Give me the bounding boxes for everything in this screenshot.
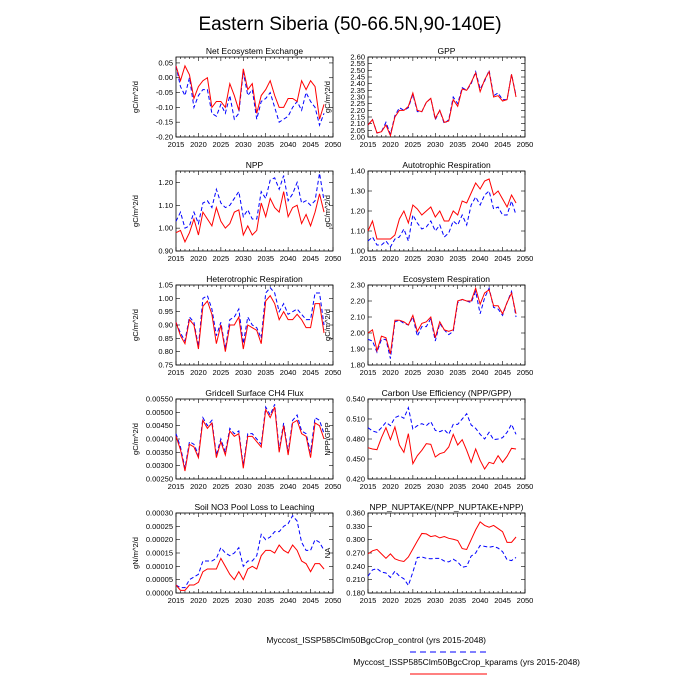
x-tick-label: 2040 xyxy=(279,140,297,149)
plot-frame xyxy=(368,57,525,137)
y-tick-label: -0.15 xyxy=(155,117,173,127)
x-tick-label: 2035 xyxy=(257,254,275,263)
x-tick-label: 2030 xyxy=(426,368,444,377)
x-tick-label: 2050 xyxy=(516,140,534,149)
series-line-kparams xyxy=(176,545,324,590)
y-tick-label: 2.60 xyxy=(350,52,365,62)
y-tick-label: 2.30 xyxy=(350,280,365,290)
series-line-kparams xyxy=(368,72,516,136)
x-tick-label: 2030 xyxy=(234,596,252,605)
panel-3 xyxy=(131,160,341,263)
y-tick-label: 0.300 xyxy=(346,535,365,545)
series-line-kparams xyxy=(368,179,516,239)
y-tick-label: 0.00550 xyxy=(145,394,173,404)
y-tick-label: 0.420 xyxy=(346,474,365,484)
y-tick-label: 1.20 xyxy=(350,206,365,216)
y-tick-label: 0.80 xyxy=(158,347,173,357)
x-tick-label: 2020 xyxy=(382,482,399,491)
x-tick-label: 2015 xyxy=(167,368,185,377)
panel-title: Ecosystem Respiration xyxy=(403,274,490,284)
y-tick-label: 0.00010 xyxy=(145,561,173,571)
x-tick-label: 2040 xyxy=(279,254,297,263)
y-tick-label: 2.10 xyxy=(350,119,365,129)
x-tick-label: 2045 xyxy=(494,596,511,605)
x-tick-label: 2020 xyxy=(190,140,207,149)
x-tick-label: 2030 xyxy=(426,482,444,491)
y-tick-label: 0.90 xyxy=(158,320,173,330)
plot-frame xyxy=(368,513,525,593)
panel-title: NPP_NUPTAKE/(NPP_NUPTAKE+NPP) xyxy=(369,502,524,512)
y-tick-label: 0.270 xyxy=(346,548,365,558)
x-tick-label: 2020 xyxy=(190,368,207,377)
panel-5 xyxy=(131,274,341,377)
x-tick-label: 2020 xyxy=(382,254,399,263)
y-tick-label: 2.30 xyxy=(350,92,365,102)
x-tick-label: 2050 xyxy=(324,254,342,263)
plot-frame xyxy=(368,399,525,479)
x-tick-label: 2045 xyxy=(494,482,511,491)
plot-frame xyxy=(368,171,525,251)
x-tick-label: 2015 xyxy=(167,596,185,605)
panel-7 xyxy=(131,388,341,491)
x-tick-label: 2050 xyxy=(324,596,342,605)
x-tick-label: 2015 xyxy=(359,482,377,491)
x-tick-label: 2040 xyxy=(471,368,489,377)
x-tick-label: 2040 xyxy=(279,482,297,491)
x-tick-label: 2035 xyxy=(257,596,275,605)
x-tick-label: 2050 xyxy=(324,482,342,491)
y-tick-label: 0.00 xyxy=(158,73,173,83)
series-line-control xyxy=(368,70,516,134)
x-tick-label: 2045 xyxy=(302,482,319,491)
x-tick-label: 2020 xyxy=(382,140,399,149)
plot-frame xyxy=(176,285,333,365)
y-tick-label: 1.05 xyxy=(158,280,173,290)
x-tick-label: 2050 xyxy=(516,596,534,605)
panel-10 xyxy=(323,502,533,605)
y-tick-label: 0.00025 xyxy=(145,521,173,531)
x-tick-label: 2035 xyxy=(449,254,467,263)
x-tick-label: 2030 xyxy=(234,254,252,263)
x-tick-label: 2030 xyxy=(234,482,252,491)
series-line-control xyxy=(176,516,324,588)
x-tick-label: 2015 xyxy=(359,140,377,149)
panel-title: Gridcell Surface CH4 Flux xyxy=(205,388,304,398)
plot-frame xyxy=(176,513,333,593)
x-tick-label: 2025 xyxy=(404,482,422,491)
x-tick-label: 2045 xyxy=(302,140,319,149)
y-tick-label: 0.00300 xyxy=(145,461,173,471)
y-tick-label: 2.15 xyxy=(350,112,365,122)
panel-6 xyxy=(323,274,533,377)
x-tick-label: 2040 xyxy=(279,368,297,377)
series-line-control xyxy=(368,545,516,585)
x-tick-label: 2015 xyxy=(359,254,377,263)
x-tick-label: 2035 xyxy=(257,368,275,377)
x-tick-label: 2045 xyxy=(302,368,319,377)
y-tick-label: 2.55 xyxy=(350,59,365,69)
series-line-control xyxy=(368,288,516,358)
x-tick-label: 2025 xyxy=(404,596,422,605)
x-tick-label: 2025 xyxy=(212,368,230,377)
y-tick-label: -0.10 xyxy=(155,102,173,112)
y-tick-label: 2.05 xyxy=(350,125,365,135)
y-tick-label: -0.05 xyxy=(155,88,173,98)
y-tick-label: 1.80 xyxy=(350,360,365,370)
y-tick-label: 0.00000 xyxy=(145,588,173,598)
y-tick-label: 0.540 xyxy=(346,394,365,404)
y-tick-label: 0.330 xyxy=(346,521,365,531)
x-tick-label: 2040 xyxy=(471,254,489,263)
x-tick-label: 2035 xyxy=(449,140,467,149)
x-tick-label: 2045 xyxy=(494,254,511,263)
y-axis-label: gC/m^2/d xyxy=(323,309,332,341)
series-line-kparams xyxy=(176,407,324,471)
y-axis-label: NA xyxy=(323,547,332,559)
panel-1 xyxy=(131,46,341,149)
x-tick-label: 2025 xyxy=(212,482,230,491)
x-tick-label: 2045 xyxy=(494,140,511,149)
panel-title: Autotrophic Respiration xyxy=(402,160,491,170)
series-line-kparams xyxy=(176,192,324,242)
panel-4 xyxy=(323,160,533,263)
y-tick-label: 0.00015 xyxy=(145,548,173,558)
panel-9 xyxy=(131,502,341,605)
x-tick-label: 2015 xyxy=(167,482,185,491)
x-tick-label: 2040 xyxy=(279,596,297,605)
x-tick-label: 2035 xyxy=(449,596,467,605)
y-tick-label: 0.180 xyxy=(346,588,365,598)
x-tick-label: 2050 xyxy=(516,254,534,263)
y-tick-label: 0.85 xyxy=(158,333,173,343)
y-tick-label: 0.00005 xyxy=(145,575,173,585)
x-tick-label: 2020 xyxy=(190,596,207,605)
y-tick-label: 2.40 xyxy=(350,79,365,89)
y-tick-label: 0.00450 xyxy=(145,421,173,431)
y-tick-label: 0.210 xyxy=(346,575,365,585)
series-line-control xyxy=(176,173,324,228)
y-tick-label: 2.50 xyxy=(350,65,365,75)
x-tick-label: 2030 xyxy=(426,254,444,263)
x-tick-label: 2035 xyxy=(449,368,467,377)
x-tick-label: 2025 xyxy=(212,140,230,149)
y-tick-label: -0.20 xyxy=(155,132,173,142)
panel-title: Carbon Use Efficiency (NPP/GPP) xyxy=(381,388,512,398)
series-line-control xyxy=(176,288,324,349)
x-tick-label: 2045 xyxy=(494,368,511,377)
y-axis-label: gC/m^2/d xyxy=(131,309,140,341)
y-tick-label: 0.240 xyxy=(346,561,365,571)
x-tick-label: 2025 xyxy=(404,254,422,263)
y-tick-label: 0.90 xyxy=(158,246,173,256)
y-tick-label: 0.360 xyxy=(346,508,365,518)
x-tick-label: 2025 xyxy=(404,140,422,149)
series-line-control xyxy=(368,408,516,440)
legend xyxy=(266,635,580,674)
panel-title: Soil NO3 Pool Loss to Leaching xyxy=(194,502,315,512)
y-axis-label: gC/m^2/d xyxy=(131,81,140,113)
x-tick-label: 2015 xyxy=(167,254,185,263)
y-tick-label: 0.05 xyxy=(158,58,173,68)
x-tick-label: 2030 xyxy=(234,368,252,377)
y-tick-label: 1.00 xyxy=(350,246,365,256)
panel-title: Heterotrophic Respiration xyxy=(206,274,303,284)
x-tick-label: 2020 xyxy=(382,596,399,605)
legend-label-control: Myccost_ISSP585Clm50BgcCrop_control (yrs 2015-2048) xyxy=(266,635,486,645)
y-tick-label: 0.00020 xyxy=(145,535,173,545)
x-tick-label: 2050 xyxy=(516,482,534,491)
x-tick-label: 2040 xyxy=(471,140,489,149)
y-tick-label: 0.75 xyxy=(158,360,173,370)
x-tick-label: 2020 xyxy=(190,254,207,263)
legend-label-kparams: Myccost_ISSP585Clm50BgcCrop_kparams (yrs 2015-2048) xyxy=(353,657,580,667)
y-tick-label: 0.95 xyxy=(158,307,173,317)
x-tick-label: 2035 xyxy=(257,482,275,491)
y-tick-label: 1.90 xyxy=(350,344,365,354)
series-line-kparams xyxy=(368,522,516,562)
y-axis-label: gN/m^2/d xyxy=(131,537,140,569)
x-tick-label: 2035 xyxy=(257,140,275,149)
y-tick-label: 1.10 xyxy=(158,200,173,210)
series-line-kparams xyxy=(368,427,516,469)
y-axis-label: gC/m^2/d xyxy=(323,195,332,227)
x-tick-label: 2025 xyxy=(404,368,422,377)
y-tick-label: 0.00250 xyxy=(145,474,173,484)
x-tick-label: 2035 xyxy=(449,482,467,491)
y-tick-label: 2.00 xyxy=(350,328,365,338)
x-tick-label: 2030 xyxy=(426,596,444,605)
x-tick-label: 2020 xyxy=(190,482,207,491)
x-tick-label: 2030 xyxy=(234,140,252,149)
y-tick-label: 2.45 xyxy=(350,72,365,82)
y-tick-label: 0.00030 xyxy=(145,508,173,518)
series-line-kparams xyxy=(368,288,516,354)
x-tick-label: 2045 xyxy=(302,596,319,605)
y-tick-label: 1.10 xyxy=(350,226,365,236)
y-tick-label: 2.10 xyxy=(350,312,365,322)
figure-title: Eastern Siberia (50-66.5N,90-140E) xyxy=(198,14,502,35)
y-tick-label: 1.30 xyxy=(350,186,365,196)
series-line-control xyxy=(176,66,324,125)
panel-8 xyxy=(323,388,533,491)
y-tick-label: 0.510 xyxy=(346,414,365,424)
x-tick-label: 2040 xyxy=(471,482,489,491)
y-axis-label: gC/m^2/d xyxy=(323,81,332,113)
y-tick-label: 2.25 xyxy=(350,99,365,109)
y-tick-label: 1.20 xyxy=(158,177,173,187)
y-tick-label: 2.00 xyxy=(350,132,365,142)
y-axis-label: gC/m^2/d xyxy=(131,423,140,455)
x-tick-label: 2015 xyxy=(359,596,377,605)
plot-frame xyxy=(176,171,333,251)
x-tick-label: 2050 xyxy=(516,368,534,377)
panel-2 xyxy=(323,46,533,149)
y-tick-label: 0.00350 xyxy=(145,447,173,457)
x-tick-label: 2015 xyxy=(359,368,377,377)
x-tick-label: 2025 xyxy=(212,596,230,605)
x-tick-label: 2050 xyxy=(324,368,342,377)
panel-title: Net Ecosystem Exchange xyxy=(205,46,304,56)
x-tick-label: 2025 xyxy=(212,254,230,263)
x-tick-label: 2015 xyxy=(167,140,185,149)
y-tick-label: 0.450 xyxy=(346,454,365,464)
y-axis-label: NPP/GPP xyxy=(323,422,332,456)
panel-title: GPP xyxy=(437,46,456,56)
y-tick-label: 0.00400 xyxy=(145,434,173,444)
y-tick-label: 0.00500 xyxy=(145,407,173,417)
y-tick-label: 2.20 xyxy=(350,105,365,115)
y-axis-label: gC/m^2/d xyxy=(131,195,140,227)
x-tick-label: 2045 xyxy=(302,254,319,263)
y-tick-label: 1.00 xyxy=(158,223,173,233)
x-tick-label: 2020 xyxy=(382,368,399,377)
y-tick-label: 2.20 xyxy=(350,296,365,306)
y-tick-label: 0.480 xyxy=(346,434,365,444)
x-tick-label: 2040 xyxy=(471,596,489,605)
panel-grid xyxy=(131,46,533,605)
y-tick-label: 1.40 xyxy=(350,166,365,176)
y-tick-label: 2.35 xyxy=(350,85,365,95)
x-tick-label: 2050 xyxy=(324,140,342,149)
y-tick-label: 1.00 xyxy=(158,293,173,303)
x-tick-label: 2030 xyxy=(426,140,444,149)
panel-title: NPP xyxy=(245,160,264,170)
